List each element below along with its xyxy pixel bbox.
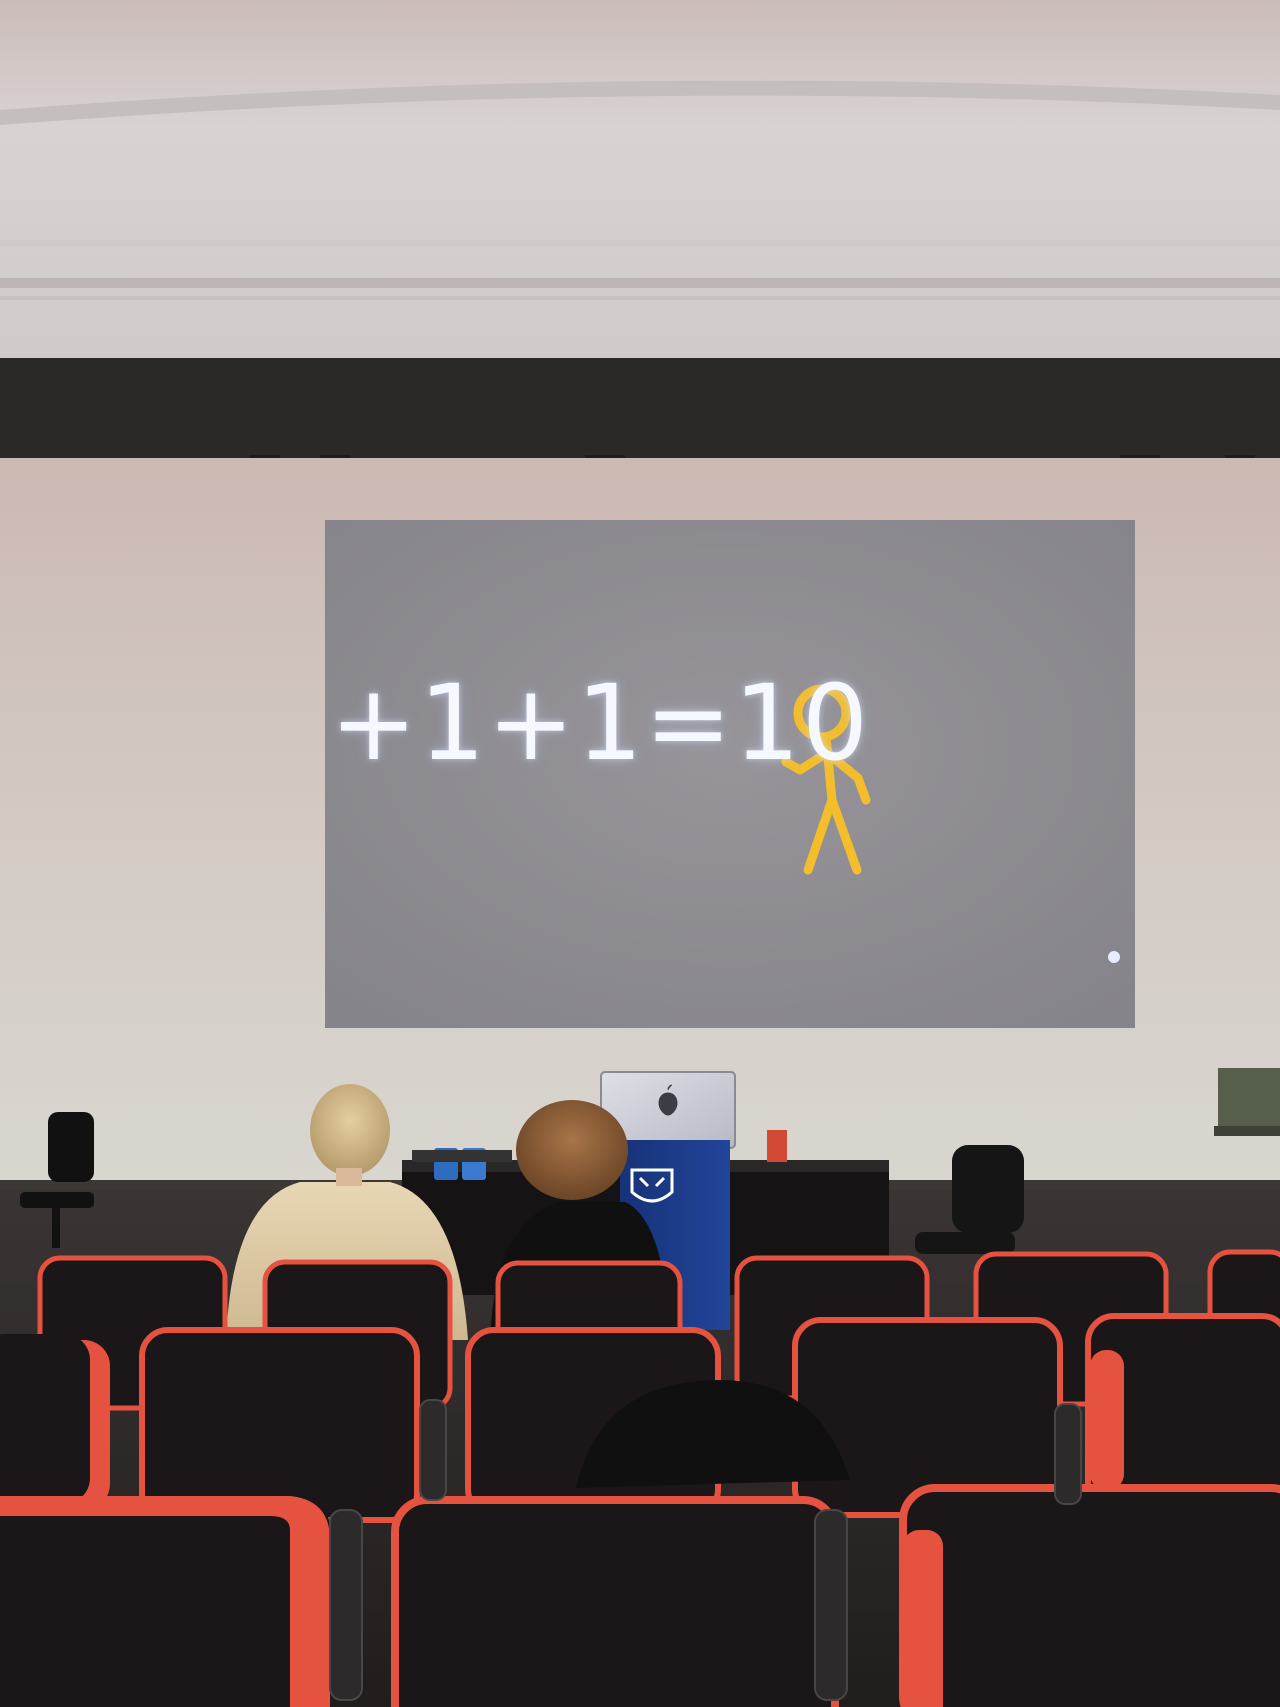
side-chair	[1214, 1068, 1280, 1136]
desk-items	[412, 1150, 512, 1162]
ceiling-rail	[0, 278, 1280, 288]
ceiling-light-bar	[0, 240, 1280, 246]
ceiling-rail-2	[0, 296, 1280, 300]
red-cup	[767, 1130, 787, 1162]
seat-row-near	[0, 1488, 1280, 1707]
ceiling	[0, 0, 1280, 370]
cursor-dot	[1108, 951, 1120, 963]
lighting-truss	[0, 358, 1280, 458]
slide-equation-text: +1+1=10	[330, 662, 871, 784]
